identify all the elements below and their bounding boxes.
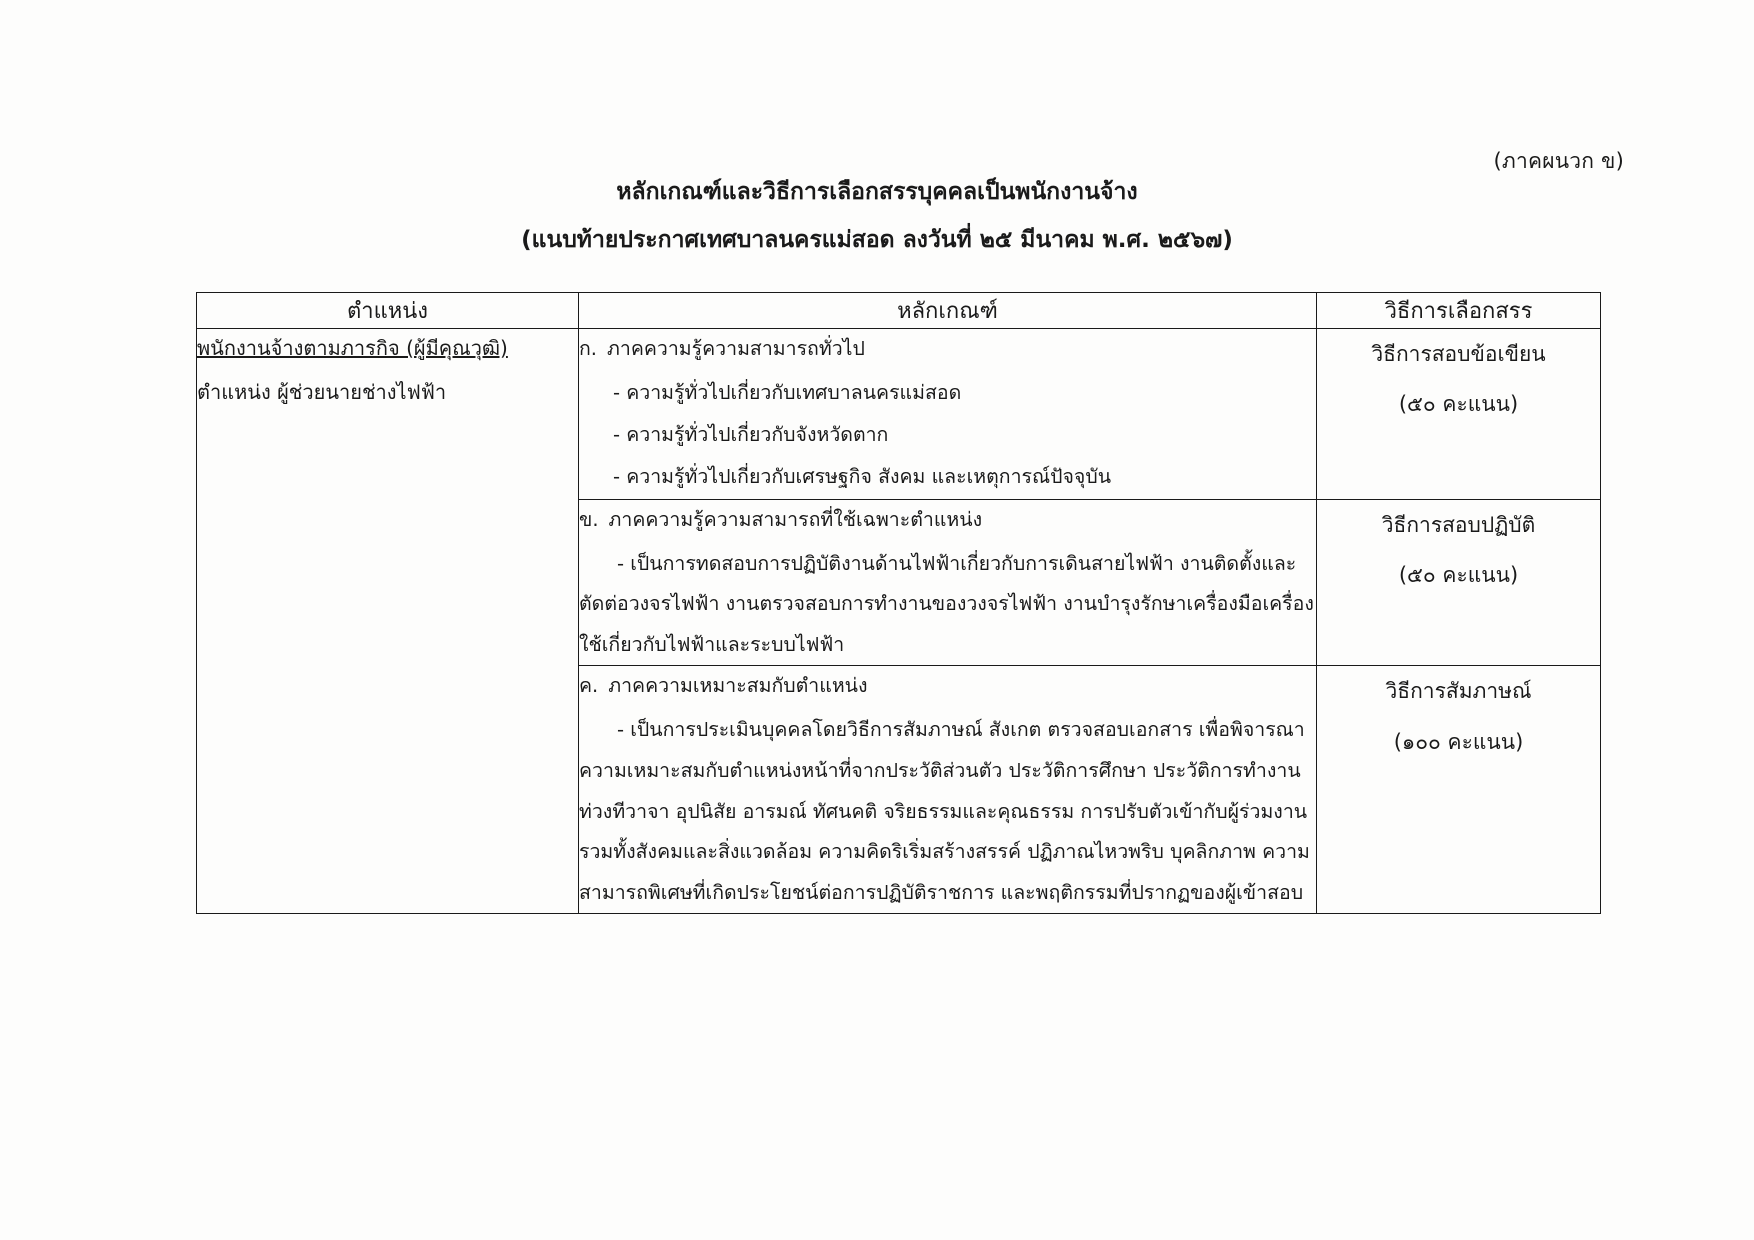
document-title (0, 175, 1754, 257)
criteria-bullets-a (579, 373, 1316, 497)
annex-label: (ภาคผนวก ข) (1493, 149, 1624, 173)
criteria-cell-a (579, 329, 1317, 500)
title-line-1: หลักเกณฑ์และวิธีการเลือกสรรบุคคลเป็นพนักงานจ้าง (616, 179, 1138, 205)
method-cell-c (1317, 666, 1601, 914)
method-score-a: (๕๐ คะแนน) (1398, 392, 1519, 417)
method-score-c: (๑๐๐ คะแนน) (1393, 729, 1524, 754)
header-criteria: หลักเกณฑ์ (579, 293, 1317, 329)
method-name-a: วิธีการสอบข้อเขียน (1371, 342, 1546, 366)
criteria-paragraph-b: - เป็นการทดสอบการปฏิบัติงานด้านไฟฟ้าเกี่ยวกับการเดินสายไฟฟ้า งานติดตั้งและตัดต่อวงจรไฟฟ้า งานตรวจสอบการทำงานของวงจรไฟฟ้า งานบำรุงรักษาเครื่องมือเครื่องใช้เกี่ยวกับไฟฟ้าและระบบไฟฟ้า (579, 551, 1314, 656)
method-name-c: วิธีการสัมภาษณ์ (1385, 679, 1532, 704)
criteria-label-c: ค. (579, 674, 599, 698)
criteria-paragraph-c: - เป็นการประเมินบุคคลโดยวิธีการสัมภาษณ์ สังเกต ตรวจสอบเอกสาร เพื่อพิจารณาความเหมาะสมกับตำแหน่งหน้าที่จากประวัติส่วนตัว ประวัติการศึกษา ประวัติการทำงาน ท่วงทีวาจา อุปนิสัย อารมณ์ ทัศนคติ จริยธรรมและคุณธรรม การปรับตัวเข้ากับผู้ร่วมงาน รวมทั้งสังคมและสิ่งแวดล้อม ความคิดริเริ่มสร้างสรรค์ ปฏิภาณไหวพริบ บุคลิกภาพ ความสามารถพิเศษที่เกิดประโยชน์ต่อการปฏิบัติราชการ และพฤติกรรมที่ปรากฏของผู้เข้าสอบ (579, 718, 1310, 904)
criteria-title-b: ภาคความรู้ความสามารถที่ใช้เฉพาะตำแหน่ง (608, 507, 983, 531)
method-cell-a (1317, 329, 1601, 500)
method-score-b: (๕๐ คะแนน) (1398, 563, 1519, 588)
criteria-cell-b (579, 499, 1317, 666)
criteria-heading-b (579, 500, 1316, 540)
method-cell-b (1317, 499, 1601, 666)
list-item: - ความรู้ทั่วไปเกี่ยวกับจังหวัดตาก (613, 422, 889, 446)
criteria-cell-c (579, 666, 1317, 914)
header-position: ตำแหน่ง (197, 293, 579, 329)
list-item: - ความรู้ทั่วไปเกี่ยวกับเทศบาลนครแม่สอด (613, 380, 962, 404)
criteria-title-c: ภาคความเหมาะสมกับตำแหน่ง (608, 674, 868, 698)
title-line-2: (แนบท้ายประกาศเทศบาลนครแม่สอด ลงวันที่ ๒๕ มีนาคม พ.ศ. ๒๕๖๗) (521, 226, 1233, 253)
criteria-title-a: ภาคความรู้ความสามารถทั่วไป (607, 337, 865, 360)
position-cell (197, 329, 579, 914)
criteria-label-a: ก. (579, 337, 598, 360)
criteria-table (196, 292, 1601, 914)
position-subtitle: ตำแหน่ง ผู้ช่วยนายช่างไฟฟ้า (197, 380, 447, 404)
criteria-label-b: ข. (579, 507, 599, 531)
header-method: วิธีการเลือกสรร (1317, 293, 1601, 329)
method-name-b: วิธีการสอบปฏิบัติ (1381, 512, 1536, 537)
criteria-heading-c (579, 666, 1316, 706)
table-header-row (197, 293, 1601, 329)
criteria-heading-a (579, 329, 1316, 369)
table-row (197, 329, 1601, 500)
position-heading: พนักงานจ้างตามภารกิจ (ผู้มีคุณวุฒิ) (197, 336, 508, 360)
list-item: - ความรู้ทั่วไปเกี่ยวกับเศรษฐกิจ สังคม และเหตุการณ์ปัจจุบัน (613, 464, 1112, 488)
